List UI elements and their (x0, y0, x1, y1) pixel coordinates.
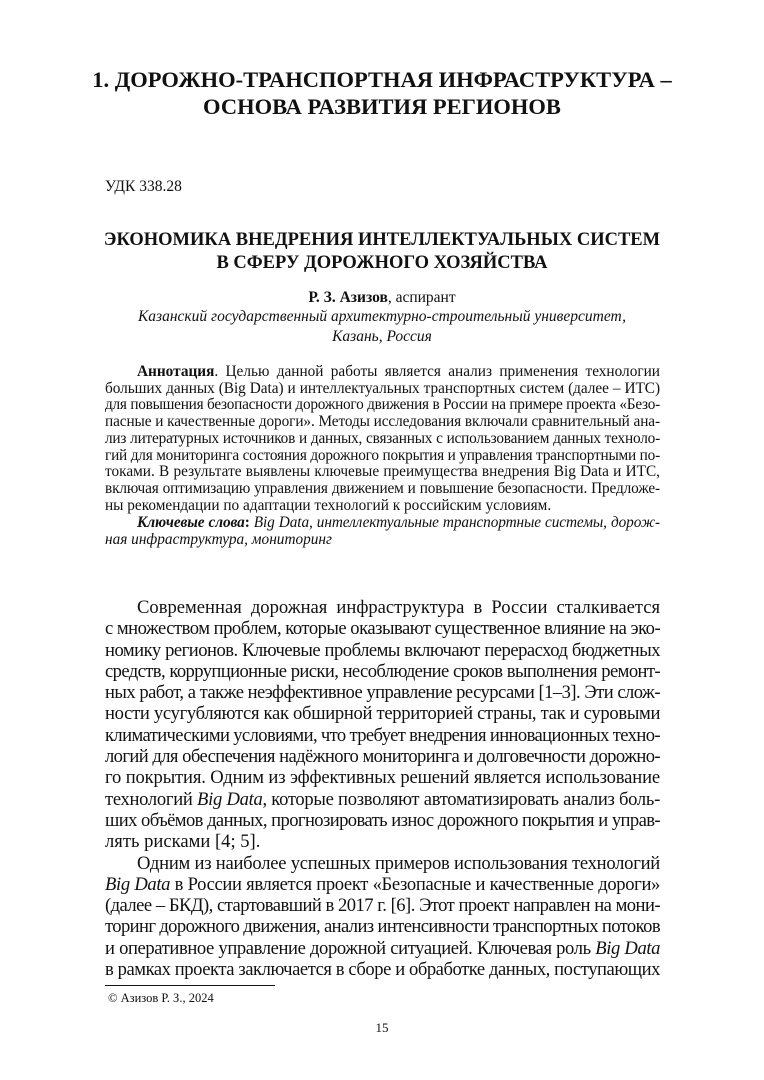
abstract (105, 364, 660, 549)
abstract-line (137, 515, 660, 532)
abstract-line (105, 381, 660, 398)
abstract-line (105, 498, 660, 515)
body-line (105, 767, 660, 788)
text-segment: торинг дорожного движения, анализ интенсивности транспортных потоков (105, 916, 660, 938)
article-title-line-2: В СФЕРУ ДОРОЖНОГО ХОЗЯЙСТВА (216, 253, 548, 273)
section-heading-line-1: 1. ДОРОЖНО-ТРАНСПОРТНАЯ ИНФРАСТРУКТУРА – (92, 67, 672, 92)
text-segment: логий для обеспечения надёжного мониторинга и долговечности дорожно- (105, 746, 660, 768)
affiliation-line-1: Казанский государственный архитектурно-строительный университет, (137, 308, 626, 325)
body-line (105, 725, 660, 746)
text-segment: Аннотация (137, 363, 215, 380)
body-line (105, 916, 660, 937)
text-segment: , которые позволяют автоматизировать анализ боль- (262, 788, 660, 810)
text-segment: средств, коррупционные риски, несоблюдение сроков выполнения ремонт- (105, 660, 660, 682)
abstract-line (105, 431, 660, 448)
text-segment: ны рекомендации по адаптации технологий к российским условиям. (105, 496, 552, 514)
body-line (105, 789, 660, 810)
text-segment: . Целью данной работы является анализ применения технологии (214, 363, 660, 380)
abstract-line (137, 364, 660, 381)
text-segment: номику регионов. Ключевые проблемы включают перерасход бюджетных (105, 639, 660, 661)
text-segment: больших данных (Big Data) и интеллектуальных транспортных систем (далее – ИТС) (105, 379, 660, 397)
body-line (105, 959, 660, 980)
text-segment: лиз литературных источников и данных, связанных с использованием данных техноло- (105, 429, 660, 447)
body-text (105, 597, 660, 980)
abstract-line (105, 448, 660, 465)
text-segment: ная инфраструктура, мониторинг (105, 531, 332, 549)
text-segment: Современная дорожная инфраструктура в России сталкивается (137, 597, 660, 618)
body-line (105, 618, 660, 639)
text-segment: ных работ, а также неэффективное управление ресурсами [1–3]. Эти слож- (105, 682, 660, 704)
text-segment: в рамках проекта заключается в сборе и обработке данных, поступающих (105, 959, 660, 981)
section-heading-line-2: ОСНОВА РАЗВИТИЯ РЕГИОНОВ (203, 94, 561, 119)
text-segment: Big Data (595, 937, 661, 959)
text-segment: пасные и качественные дороги». Методы исследования включали сравнительный ана- (105, 413, 660, 431)
body-line (105, 874, 660, 895)
affiliation-line-2: Казань, Россия (332, 328, 432, 345)
text-segment: Ключевые слова (137, 514, 245, 532)
article-title-line-1: ЭКОНОМИКА ВНЕДРЕНИЯ ИНТЕЛЛЕКТУАЛЬНЫХ СИСТЕМ (103, 230, 661, 250)
body-line (105, 682, 660, 703)
footnote-copyright: © Азизов Р. З., 2024 (108, 991, 214, 1005)
body-line (137, 597, 660, 618)
text-segment: (далее – БКД), стартовавший в 2017 г. [6]. Этот проект направлен на мони- (105, 895, 660, 917)
text-segment: технологий (105, 788, 198, 810)
page-number: 15 (375, 1020, 389, 1035)
text-segment: ших объёмов данных, прогнозировать износ дорожного покрытия и управ- (105, 809, 660, 831)
text-segment: ности усугубляются как обширной территорией страны, так и суровыми (105, 703, 661, 725)
body-line (105, 703, 660, 724)
abstract-line (105, 414, 660, 431)
body-line (105, 746, 660, 767)
text-segment: Одним из наиболее успешных примеров использования технологий (137, 852, 660, 874)
text-segment: : (244, 514, 254, 532)
abstract-line (105, 397, 660, 414)
text-segment: гий для мониторинга состояния дорожного покрытия и управления транспортными по- (105, 446, 660, 464)
text-segment: для повышения безопасности дорожного движения в России на примере проекта «Безо- (105, 396, 660, 414)
text-segment: Big Data, интеллектуальные транспортные системы, дорож- (253, 514, 660, 532)
text-segment: включая оптимизацию управления движением и повышение безопасности. Предложе- (105, 479, 660, 497)
body-line (105, 640, 660, 661)
author-line (0, 288, 764, 307)
text-segment: в России является проект «Безопасные и качественные дороги» (170, 873, 660, 895)
text-segment: с множеством проблем, которые оказывают существенное влияние на эко- (105, 618, 661, 640)
udk-code: УДК 338.28 (105, 178, 182, 195)
text-segment: лять рисками [4; 5]. (105, 831, 261, 853)
abstract-line (105, 481, 660, 498)
text-segment: климатическими условиями, что требует внедрения инновационных техно- (105, 724, 660, 746)
text-segment: го покрытия. Одним из эффективных решений является использование (105, 767, 660, 789)
text-segment: и оперативное управление дорожной ситуацией. Ключевая роль (105, 937, 596, 959)
author-name: Р. З. Азизов (308, 289, 388, 306)
abstract-line (105, 464, 660, 481)
author-role: , аспирант (387, 289, 456, 306)
abstract-line (105, 532, 660, 549)
text-segment: токами. В результате выявлены ключевые преимущества внедрения Big Data и ИТС, (105, 463, 660, 481)
body-line (105, 895, 660, 916)
body-line (105, 661, 660, 682)
text-segment: Big Data (197, 788, 263, 810)
body-line (105, 810, 660, 831)
body-line (137, 853, 660, 874)
footnote-divider (105, 985, 275, 986)
body-line (105, 938, 660, 959)
text-segment: Big Data (105, 873, 171, 895)
body-line (105, 831, 660, 852)
